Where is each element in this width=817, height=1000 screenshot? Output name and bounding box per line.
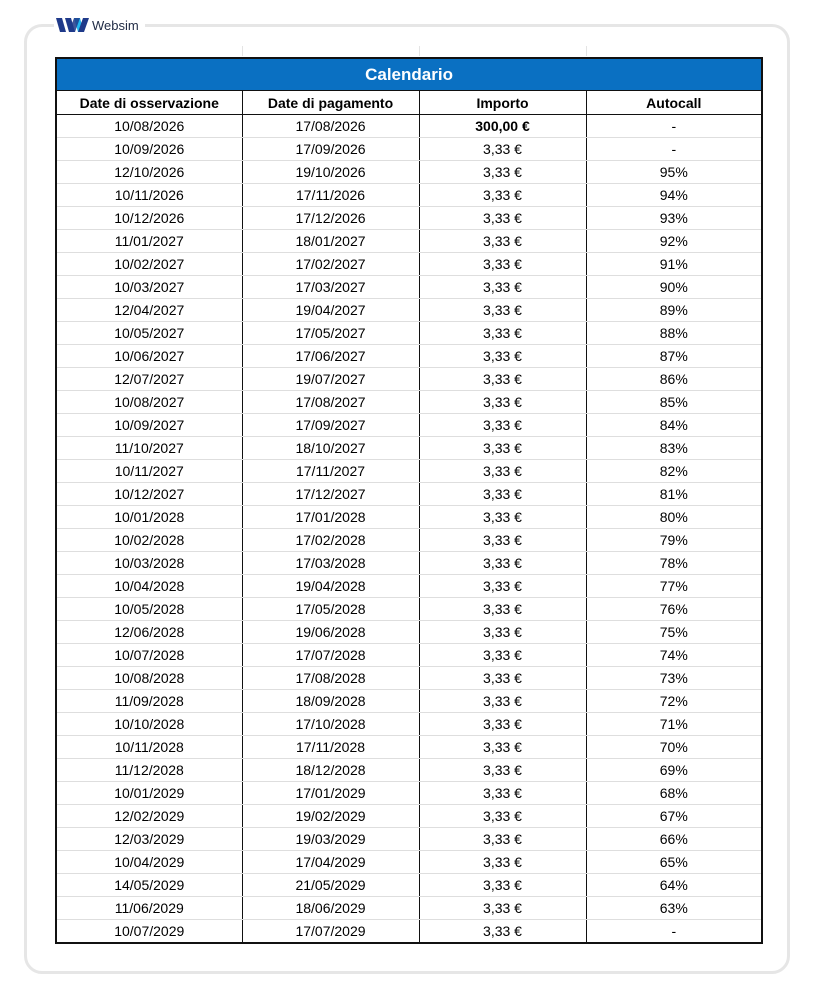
- observation-date-cell: 11/09/2028: [56, 690, 242, 713]
- table-row: [56, 667, 762, 690]
- websim-logo-text: Websim: [92, 17, 139, 33]
- column-header-observation-date: Date di osservazione: [56, 91, 242, 115]
- table-row: [56, 322, 762, 345]
- autocall-cell: 86%: [586, 368, 762, 391]
- autocall-cell: 70%: [586, 736, 762, 759]
- autocall-cell: 80%: [586, 506, 762, 529]
- observation-date-cell: 10/11/2028: [56, 736, 242, 759]
- amount-cell: 300,00 €: [419, 115, 586, 138]
- observation-date-cell: 10/08/2027: [56, 391, 242, 414]
- payment-date-cell: 17/08/2027: [242, 391, 419, 414]
- payment-date-cell: 17/12/2027: [242, 483, 419, 506]
- amount-cell: 3,33 €: [419, 184, 586, 207]
- autocall-cell: 77%: [586, 575, 762, 598]
- observation-date-cell: 11/01/2027: [56, 230, 242, 253]
- autocall-cell: 84%: [586, 414, 762, 437]
- table-row: [56, 207, 762, 230]
- amount-cell: 3,33 €: [419, 828, 586, 851]
- websim-logo: [54, 14, 145, 36]
- table-row: [56, 644, 762, 667]
- observation-date-cell: 12/03/2029: [56, 828, 242, 851]
- autocall-cell: 73%: [586, 667, 762, 690]
- table-row: [56, 391, 762, 414]
- column-header-payment-date: Date di pagamento: [242, 91, 419, 115]
- amount-cell: 3,33 €: [419, 851, 586, 874]
- amount-cell: 3,33 €: [419, 690, 586, 713]
- autocall-cell: 89%: [586, 299, 762, 322]
- observation-date-cell: 12/10/2026: [56, 161, 242, 184]
- table-row: [56, 368, 762, 391]
- amount-cell: 3,33 €: [419, 460, 586, 483]
- observation-date-cell: 10/04/2029: [56, 851, 242, 874]
- table-row: [56, 276, 762, 299]
- table-body: [56, 115, 762, 944]
- payment-date-cell: 17/07/2029: [242, 920, 419, 944]
- payment-date-cell: 17/04/2029: [242, 851, 419, 874]
- payment-date-cell: 17/06/2027: [242, 345, 419, 368]
- payment-date-cell: 17/09/2026: [242, 138, 419, 161]
- autocall-cell: 67%: [586, 805, 762, 828]
- payment-date-cell: 19/02/2029: [242, 805, 419, 828]
- payment-date-cell: 17/03/2027: [242, 276, 419, 299]
- amount-cell: 3,33 €: [419, 874, 586, 897]
- amount-cell: 3,33 €: [419, 782, 586, 805]
- autocall-cell: 92%: [586, 230, 762, 253]
- payment-date-cell: 17/03/2028: [242, 552, 419, 575]
- observation-date-cell: 10/02/2027: [56, 253, 242, 276]
- autocall-cell: 81%: [586, 483, 762, 506]
- autocall-cell: 85%: [586, 391, 762, 414]
- autocall-cell: 82%: [586, 460, 762, 483]
- payment-date-cell: 18/12/2028: [242, 759, 419, 782]
- observation-date-cell: 14/05/2029: [56, 874, 242, 897]
- table-row: [56, 506, 762, 529]
- autocall-cell: 66%: [586, 828, 762, 851]
- autocall-cell: -: [671, 923, 677, 939]
- payment-date-cell: 17/07/2028: [242, 644, 419, 667]
- amount-cell: 3,33 €: [419, 805, 586, 828]
- amount-cell: 3,33 €: [419, 529, 586, 552]
- payment-date-cell: 19/07/2027: [242, 368, 419, 391]
- autocall-cell: 71%: [586, 713, 762, 736]
- observation-date-cell: 10/05/2028: [56, 598, 242, 621]
- payment-date-cell: 17/08/2028: [242, 667, 419, 690]
- autocall-cell: 95%: [586, 161, 762, 184]
- observation-date-cell: 11/10/2027: [56, 437, 242, 460]
- observation-date-cell: 11/12/2028: [56, 759, 242, 782]
- observation-date-cell: 10/03/2027: [56, 276, 242, 299]
- autocall-cell: 69%: [586, 759, 762, 782]
- autocall-cell: 72%: [586, 690, 762, 713]
- table-row: [56, 138, 762, 161]
- payment-date-cell: 18/10/2027: [242, 437, 419, 460]
- amount-cell: 3,33 €: [419, 345, 586, 368]
- observation-date-cell: 10/09/2027: [56, 414, 242, 437]
- autocall-cell: 78%: [586, 552, 762, 575]
- table-row: [56, 437, 762, 460]
- amount-cell: 3,33 €: [419, 644, 586, 667]
- autocall-cell: -: [586, 138, 762, 161]
- table-row: [56, 483, 762, 506]
- autocall-cell: 87%: [586, 345, 762, 368]
- table-row: [56, 759, 762, 782]
- amount-cell: 3,33 €: [419, 897, 586, 920]
- autocall-cell: 76%: [586, 598, 762, 621]
- amount-cell: 3,33 €: [419, 437, 586, 460]
- payment-date-cell: 17/11/2028: [242, 736, 419, 759]
- amount-cell: 3,33 €: [419, 598, 586, 621]
- autocall-cell: 90%: [586, 276, 762, 299]
- amount-cell: 3,33 €: [419, 920, 586, 944]
- payment-date-cell: 19/10/2026: [242, 161, 419, 184]
- amount-cell: 3,33 €: [419, 207, 586, 230]
- amount-cell: 3,33 €: [419, 759, 586, 782]
- payment-date-cell: 17/01/2029: [242, 782, 419, 805]
- observation-date-cell: 10/07/2029: [56, 920, 242, 944]
- payment-date-cell: 17/09/2027: [242, 414, 419, 437]
- table-row: [56, 713, 762, 736]
- autocall-cell: 93%: [586, 207, 762, 230]
- payment-date-cell: 19/04/2027: [242, 299, 419, 322]
- autocall-cell: 64%: [586, 874, 762, 897]
- observation-date-cell: 10/11/2026: [56, 184, 242, 207]
- observation-date-cell: 10/06/2027: [56, 345, 242, 368]
- amount-cell: 3,33 €: [419, 621, 586, 644]
- autocall-cell: 79%: [586, 529, 762, 552]
- amount-cell: 3,33 €: [419, 276, 586, 299]
- autocall-cell: -: [586, 115, 762, 138]
- autocall-cell: 91%: [586, 253, 762, 276]
- table-row: [56, 414, 762, 437]
- payment-date-cell: 17/02/2027: [242, 253, 419, 276]
- autocall-cell: 74%: [586, 644, 762, 667]
- table-row: [56, 253, 762, 276]
- payment-date-cell: 21/05/2029: [242, 874, 419, 897]
- observation-date-cell: 10/12/2026: [56, 207, 242, 230]
- autocall-cell: 88%: [586, 322, 762, 345]
- amount-cell: 3,33 €: [419, 483, 586, 506]
- observation-date-cell: 10/03/2028: [56, 552, 242, 575]
- payment-date-cell: 17/01/2028: [242, 506, 419, 529]
- table-row: [56, 115, 762, 138]
- amount-cell: 3,33 €: [419, 414, 586, 437]
- websim-logo-icon: [56, 15, 90, 35]
- autocall-cell: 65%: [586, 851, 762, 874]
- calendar-table: [55, 57, 763, 944]
- table-row: [56, 230, 762, 253]
- autocall-cell: 94%: [586, 184, 762, 207]
- sheet-gridlines: [56, 46, 760, 56]
- table-row: [56, 736, 762, 759]
- amount-cell: 3,33 €: [419, 138, 586, 161]
- table-row: [56, 851, 762, 874]
- table-row: [56, 874, 762, 897]
- observation-date-cell: 10/08/2028: [56, 667, 242, 690]
- column-header-amount: Importo: [419, 91, 586, 115]
- table-title: Calendario: [56, 58, 762, 91]
- table-row: [56, 690, 762, 713]
- table-row: [56, 552, 762, 575]
- observation-date-cell: 10/07/2028: [56, 644, 242, 667]
- table-row: [56, 161, 762, 184]
- observation-date-cell: 12/07/2027: [56, 368, 242, 391]
- autocall-cell: 83%: [586, 437, 762, 460]
- table-row: [56, 621, 762, 644]
- observation-date-cell: 10/02/2028: [56, 529, 242, 552]
- payment-date-cell: 17/02/2028: [242, 529, 419, 552]
- amount-cell: 3,33 €: [419, 253, 586, 276]
- observation-date-cell: 10/10/2028: [56, 713, 242, 736]
- table-row: [56, 460, 762, 483]
- amount-cell: 3,33 €: [419, 667, 586, 690]
- amount-cell: 3,33 €: [419, 161, 586, 184]
- observation-date-cell: 10/01/2029: [56, 782, 242, 805]
- observation-date-cell: 10/12/2027: [56, 483, 242, 506]
- table-row: [56, 897, 762, 920]
- payment-date-cell: 18/09/2028: [242, 690, 419, 713]
- payment-date-cell: 17/10/2028: [242, 713, 419, 736]
- observation-date-cell: 10/04/2028: [56, 575, 242, 598]
- payment-date-cell: 19/06/2028: [242, 621, 419, 644]
- observation-date-cell: 10/05/2027: [56, 322, 242, 345]
- payment-date-cell: 17/12/2026: [242, 207, 419, 230]
- amount-cell: 3,33 €: [419, 230, 586, 253]
- payment-date-cell: 17/11/2027: [242, 460, 419, 483]
- table-row: [56, 184, 762, 207]
- table-row: [56, 598, 762, 621]
- payment-date-cell: 17/05/2027: [242, 322, 419, 345]
- table-row: [56, 782, 762, 805]
- table-row: [56, 805, 762, 828]
- observation-date-cell: 11/06/2029: [56, 897, 242, 920]
- observation-date-cell: 12/06/2028: [56, 621, 242, 644]
- payment-date-cell: 18/01/2027: [242, 230, 419, 253]
- column-header-autocall: Autocall: [586, 91, 762, 115]
- table-row: [56, 345, 762, 368]
- payment-date-cell: 17/08/2026: [242, 115, 419, 138]
- amount-cell: 3,33 €: [419, 552, 586, 575]
- table-row: [56, 529, 762, 552]
- autocall-cell: 68%: [586, 782, 762, 805]
- payment-date-cell: 17/05/2028: [242, 598, 419, 621]
- autocall-cell: 63%: [586, 897, 762, 920]
- amount-cell: 3,33 €: [419, 299, 586, 322]
- observation-date-cell: 10/11/2027: [56, 460, 242, 483]
- payment-date-cell: 17/11/2026: [242, 184, 419, 207]
- table-row: [56, 575, 762, 598]
- observation-date-cell: 12/02/2029: [56, 805, 242, 828]
- amount-cell: 3,33 €: [419, 391, 586, 414]
- table-row: [56, 920, 762, 944]
- observation-date-cell: 10/08/2026: [56, 115, 242, 138]
- amount-cell: 3,33 €: [419, 506, 586, 529]
- amount-cell: 3,33 €: [419, 368, 586, 391]
- autocall-cell: 75%: [586, 621, 762, 644]
- amount-cell: 3,33 €: [419, 736, 586, 759]
- amount-cell: 3,33 €: [419, 713, 586, 736]
- payment-date-cell: 19/03/2029: [242, 828, 419, 851]
- amount-cell: 3,33 €: [419, 575, 586, 598]
- payment-date-cell: 19/04/2028: [242, 575, 419, 598]
- table-row: [56, 299, 762, 322]
- payment-date-cell: 18/06/2029: [242, 897, 419, 920]
- table-row: [56, 828, 762, 851]
- observation-date-cell: 10/09/2026: [56, 138, 242, 161]
- amount-cell: 3,33 €: [419, 322, 586, 345]
- observation-date-cell: 10/01/2028: [56, 506, 242, 529]
- observation-date-cell: 12/04/2027: [56, 299, 242, 322]
